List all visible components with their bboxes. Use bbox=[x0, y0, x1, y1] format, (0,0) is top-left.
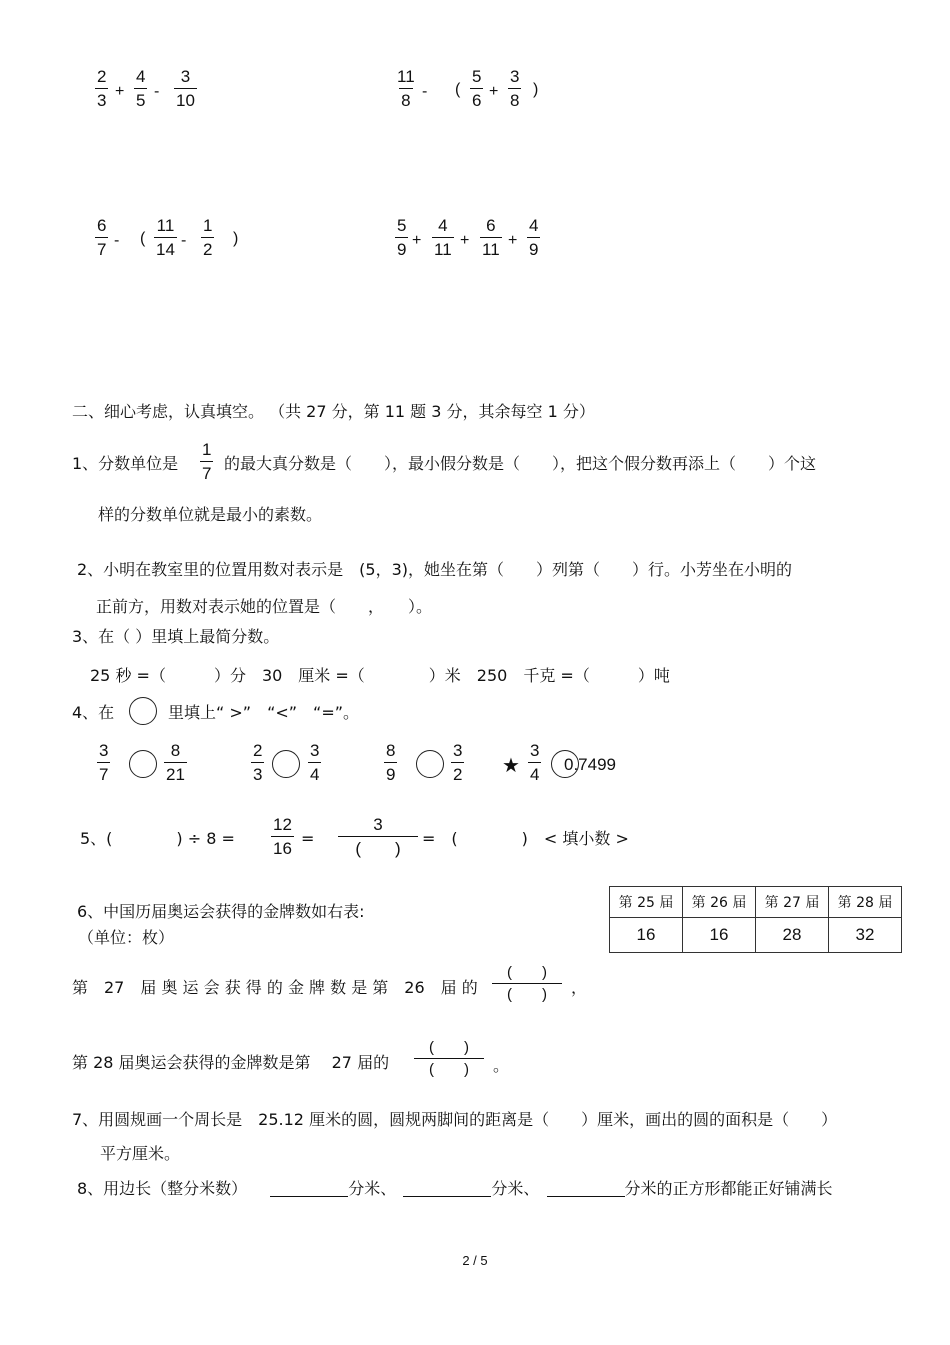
fraction: $\frac{4}{9}$ bbox=[529, 216, 539, 259]
unit-label: 分米的正方形都能正好铺满长 bbox=[624, 1179, 833, 1198]
fraction: $\frac{11}{14}$ bbox=[156, 216, 175, 259]
blank-fraction[interactable]: ( ) ( ) bbox=[416, 1040, 482, 1077]
q3-line1: 3、在（ ）里填上最简分数。 bbox=[72, 627, 280, 646]
compare-circle[interactable] bbox=[272, 750, 300, 778]
unit-label: 分米、 bbox=[348, 1179, 397, 1198]
section-heading: 二、细心考虑，认真填空。 （共 27 分，第 11 题 3 分，其余每空 1 分） bbox=[72, 402, 595, 421]
q4-text: 里填上“ >” “<” “=”。 bbox=[168, 703, 360, 722]
fraction: $\frac{11}{8}$ bbox=[397, 67, 415, 110]
compare-circle bbox=[129, 697, 157, 725]
q7-line1: 7、用圆规画一个周长是 25.12 厘米的圆，圆规两脚间的距离是（ ）厘米，画出的圆的面积是（ ） bbox=[72, 1110, 838, 1129]
fraction: $\frac{12}{16}$ bbox=[273, 815, 292, 858]
q6-sentence2: 第 28 届奥运会获得的金牌数是第 27 届的 bbox=[72, 1053, 390, 1072]
fraction: $\frac{8}{9}$ bbox=[386, 741, 396, 784]
page-number: 2 / 5 bbox=[462, 1253, 488, 1268]
operator: + bbox=[460, 232, 470, 249]
q7-line2: 平方厘米。 bbox=[100, 1144, 181, 1163]
fraction: $\frac{5}{6}$ bbox=[472, 67, 482, 110]
equals: = bbox=[301, 829, 315, 848]
fraction: $\frac{6}{7}$ bbox=[97, 216, 107, 259]
fraction: $\frac{1}{7}$ bbox=[202, 440, 212, 483]
medal-table bbox=[609, 886, 902, 953]
fraction: $\frac{4}{11}$ bbox=[434, 216, 452, 259]
table-header: 第 26 届 bbox=[683, 887, 756, 918]
compare-circle[interactable] bbox=[129, 750, 157, 778]
q1-line2: 样的分数单位就是最小的素数。 bbox=[98, 505, 323, 524]
paren: ) bbox=[233, 230, 239, 247]
q1-prefix: 1、分数单位是 bbox=[72, 454, 179, 473]
table-cell: 28 bbox=[756, 918, 829, 953]
q8-prefix: 8、用边长（整分米数） bbox=[77, 1179, 248, 1198]
answer-blank[interactable] bbox=[403, 1180, 491, 1197]
comma: ， bbox=[571, 978, 588, 997]
operator: + bbox=[412, 232, 422, 249]
q5-prefix: 5、( ) ÷ 8 = bbox=[80, 829, 235, 848]
fraction: $\frac{3}{7}$ bbox=[99, 741, 109, 784]
answer-blank[interactable] bbox=[270, 1180, 348, 1197]
operator: + bbox=[489, 83, 499, 100]
q4-prefix: 4、在 bbox=[72, 703, 115, 722]
unit-label: 分米、 bbox=[491, 1179, 540, 1198]
q1-text: 的最大真分数是（ ），最小假分数是（ ），把这个假分数再添上（ ）个这 bbox=[224, 454, 817, 473]
operator: + bbox=[508, 232, 518, 249]
operator: - bbox=[181, 232, 187, 249]
q5-suffix: = ( ) < 填小数 > bbox=[422, 829, 629, 848]
q3-line2: 25 秒 =（ ）分 30 厘米 =（ ）米 250 千克 =（ ）吨 bbox=[90, 666, 670, 685]
table-cell: 16 bbox=[683, 918, 756, 953]
fraction: $\frac{4}{5}$ bbox=[136, 67, 146, 110]
q6-unit: （单位：枚） bbox=[78, 928, 175, 947]
q6-line1: 6、中国历届奥运会获得的金牌数如右表: bbox=[77, 902, 365, 921]
q2-line1: 2、小明在教室里的位置用数对表示是 (5，3)，她坐在第（ ）列第（ ）行。小芳坐在小明的 bbox=[77, 560, 793, 579]
fraction: $\frac{6}{11}$ bbox=[482, 216, 500, 259]
answer-blank[interactable] bbox=[547, 1180, 625, 1197]
compare-circle[interactable] bbox=[416, 750, 444, 778]
q6-sentence1: 第 27 届 奥 运 会 获 得 的 金 牌 数 是 第 26 届 的 bbox=[72, 978, 478, 997]
table-cell: 32 bbox=[829, 918, 902, 953]
table-header: 第 25 届 bbox=[610, 887, 683, 918]
operator: - bbox=[154, 83, 160, 100]
fraction: $\frac{2}{3}$ bbox=[253, 741, 263, 784]
paren: ( bbox=[455, 81, 461, 98]
fraction: $\frac{3}{4}$ bbox=[310, 741, 320, 784]
table-cell: 16 bbox=[610, 918, 683, 953]
fraction: $\frac{1}{2}$ bbox=[203, 216, 213, 259]
fraction: $\frac{2}{3}$ bbox=[97, 67, 107, 110]
operator: + bbox=[115, 83, 125, 100]
fraction: $\frac{3}{2}$ bbox=[453, 741, 463, 784]
q8-line1 bbox=[77, 1180, 833, 1197]
fraction: $\frac{3}{10}$ bbox=[176, 67, 195, 110]
table-header: 第 27 届 bbox=[756, 887, 829, 918]
fraction: $\frac{5}{9}$ bbox=[397, 216, 407, 259]
operator: - bbox=[422, 83, 428, 100]
blank-fraction[interactable]: ( ) ( ) bbox=[494, 965, 560, 1002]
decimal-value: 0.7499 bbox=[564, 755, 616, 774]
star-icon: ★ bbox=[502, 753, 520, 777]
fraction: $\frac{3}{8}$ bbox=[510, 67, 520, 110]
operator: - bbox=[114, 232, 120, 249]
q2-line2: 正前方，用数对表示她的位置是（ ， ）。 bbox=[96, 597, 433, 616]
fraction: $\frac{8}{21}$ bbox=[166, 741, 185, 784]
paren: ( bbox=[140, 230, 146, 247]
period: 。 bbox=[493, 1056, 510, 1075]
table-header: 第 28 届 bbox=[829, 887, 902, 918]
fraction: $\frac{3}{4}$ bbox=[530, 741, 540, 784]
paren: ) bbox=[533, 81, 539, 98]
fraction: 3 ( ) bbox=[340, 816, 416, 857]
